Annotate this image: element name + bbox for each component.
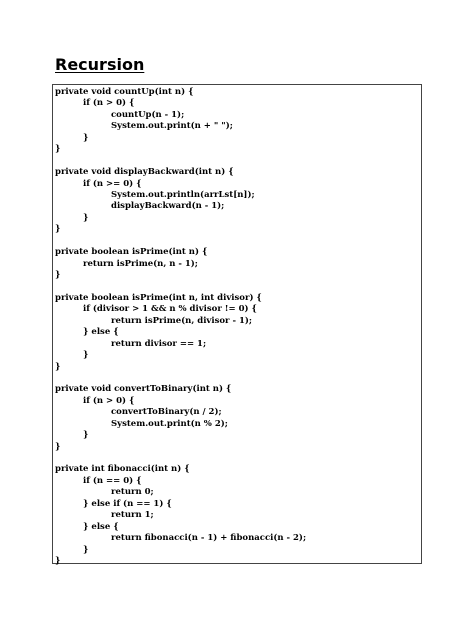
code-line: return isPrime(n, divisor - 1); [111, 315, 253, 326]
code-line: private void countUp(int n) { [55, 87, 194, 97]
code-line: private boolean isPrime(int n, int divisor) { [55, 292, 262, 303]
code-line: return divisor == 1; [111, 338, 207, 349]
code-line: System.out.print(n % 2); [111, 418, 228, 429]
code-line: } [55, 144, 61, 155]
code-line [55, 373, 421, 384]
code-line: private boolean isPrime(int n) { [55, 247, 208, 258]
code-line: return fibonacci(n - 1) + fibonacci(n - 2); [111, 533, 307, 544]
code-line: } [55, 441, 61, 452]
code-line: } [55, 224, 61, 235]
code-line: } else { [83, 327, 119, 338]
code-line: private void convertToBinary(int n) { [55, 384, 232, 395]
code-line: return isPrime(n, n - 1); [83, 258, 198, 269]
code-line: } [55, 555, 61, 566]
code-line: if (n >= 0) { [83, 178, 142, 189]
code-line: } [55, 361, 61, 372]
code-line: } [83, 544, 89, 555]
code-line: } [55, 270, 61, 280]
code-line: if (n > 0) { [83, 395, 135, 406]
code-line: } else { [83, 521, 119, 532]
code-line: if (n > 0) { [83, 98, 135, 109]
code-line: return 0; [111, 487, 154, 498]
code-line [55, 281, 421, 292]
code-line: private void displayBackward(int n) { [55, 167, 234, 178]
code-line: if (divisor > 1 && n % divisor != 0) { [83, 304, 257, 315]
code-line: } [83, 350, 89, 361]
code-line: return 1; [111, 510, 154, 521]
code-line: countUp(n - 1); [111, 109, 185, 120]
code-line [55, 236, 421, 247]
code-line: if (n == 0) { [83, 475, 142, 486]
code-block [52, 84, 422, 564]
page-title: Recursion [55, 55, 145, 74]
code-line: displayBackward(n - 1); [111, 201, 225, 212]
code-line: } [83, 430, 89, 441]
code-line: } else if (n == 1) { [83, 498, 172, 509]
code-line: } [83, 212, 89, 223]
code-line: convertToBinary(n / 2); [111, 407, 222, 418]
code-line: System.out.println(arrLst[n]); [111, 189, 255, 200]
code-line: System.out.print(n + " "); [111, 121, 233, 132]
code-line [55, 453, 421, 464]
code-line: private int fibonacci(int n) { [55, 464, 190, 475]
code-line [55, 156, 421, 167]
code-line: } [83, 132, 89, 143]
